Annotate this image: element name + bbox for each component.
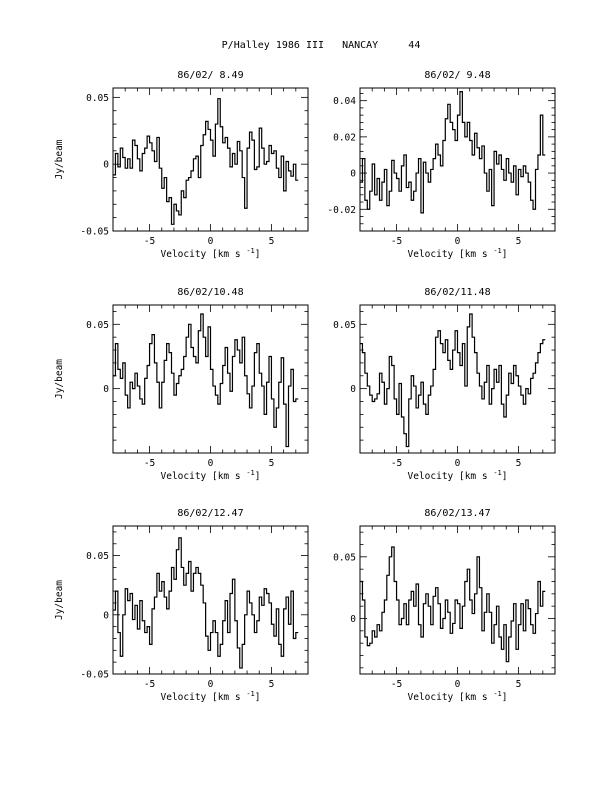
x-axis-label-sup: -1 [246,247,255,255]
spectrum-line [360,547,545,662]
chart-panel-4 [333,287,555,482]
x-axis-label [161,247,261,260]
spectrum-line [113,314,298,447]
y-tick-label: 0.05 [333,552,356,564]
y-axis-label: Jy/beam [54,139,65,180]
x-tick-label: 0 [207,458,214,469]
y-tick-label: -0.02 [327,204,356,216]
y-tick-label: 0.05 [86,319,109,331]
x-tick-label: -5 [390,458,403,469]
y-tick-label: 0 [350,168,356,180]
x-axis-label [408,690,508,703]
y-tick-label: 0.02 [333,132,356,144]
chart-title: 86/02/ 8.49 [177,70,244,81]
x-axis-label-close: ] [501,471,508,482]
x-axis-label-close: ] [254,471,261,482]
x-axis-label-sup: -1 [246,690,255,698]
x-tick-label: -5 [143,458,156,469]
x-axis-label-sup: -1 [493,247,502,255]
x-axis-label-main: Velocity [km s [407,471,494,482]
x-axis-label-sup: -1 [493,690,502,698]
x-axis-label-main: Velocity [km s [160,249,247,260]
x-axis-label-sup: -1 [246,469,255,477]
x-axis-label-main: Velocity [km s [160,471,247,482]
y-tick-label: 0.04 [333,96,356,108]
x-tick-label: 5 [268,679,275,690]
x-tick-label: 0 [454,236,461,247]
x-axis-label-close: ] [501,249,508,260]
chart-panel-3 [54,287,308,482]
chart-panel-2 [327,70,555,260]
x-tick-label: -5 [390,236,403,247]
x-tick-label: 5 [268,236,275,247]
spectrum-line [113,538,298,668]
x-axis-label [161,690,261,703]
x-axis-label-main: Velocity [km s [407,249,494,260]
x-tick-label: 5 [268,458,275,469]
x-axis-label [161,469,261,482]
spectrum-line [360,314,545,447]
x-axis-label [408,469,508,482]
spectrum-line [113,99,298,225]
x-tick-label: 0 [207,679,214,690]
chart-title: 86/02/ 9.48 [424,70,491,81]
y-tick-label: 0.05 [333,319,356,331]
y-tick-label: 0.05 [86,92,109,104]
x-tick-label: -5 [143,679,156,690]
x-tick-label: 5 [515,679,522,690]
y-tick-label: -0.05 [80,669,109,681]
chart-panel-1 [54,70,308,260]
x-tick-label: 0 [454,679,461,690]
y-tick-label: 0 [103,159,109,171]
x-axis-label-close: ] [254,692,261,703]
y-axis-label: Jy/beam [54,579,65,621]
x-axis-label-sup: -1 [493,469,502,477]
y-tick-label: -0.05 [80,226,109,238]
x-tick-label: 0 [207,236,214,247]
y-tick-label: 0.05 [86,551,109,563]
chart-panels [54,70,555,703]
y-tick-label: 0 [103,610,109,622]
x-tick-label: -5 [390,679,403,690]
chart-panel-5 [54,508,308,703]
x-tick-label: 5 [515,458,522,469]
x-tick-label: 0 [454,458,461,469]
y-tick-label: 0 [350,614,356,625]
x-tick-label: 5 [515,236,522,247]
chart-panel-6 [333,508,555,703]
chart-title: 86/02/12.47 [177,508,244,519]
x-axis-label-main: Velocity [km s [160,692,247,703]
x-axis-label [408,247,508,260]
x-axis-label-close: ] [501,692,508,703]
page-title: P/Halley 1986 III NANCAY 44 [221,40,421,51]
y-tick-label: 0 [350,384,356,396]
chart-title: 86/02/11.48 [424,287,491,298]
y-axis-label: Jy/beam [54,358,65,400]
x-tick-label: -5 [143,236,156,247]
spectrum-line [360,92,545,213]
chart-title: 86/02/10.48 [177,287,244,298]
x-axis-label-main: Velocity [km s [407,692,494,703]
x-axis-label-close: ] [254,249,261,260]
y-tick-label: 0 [103,384,109,396]
plot-frame [360,88,555,231]
chart-title: 86/02/13.47 [424,508,491,519]
